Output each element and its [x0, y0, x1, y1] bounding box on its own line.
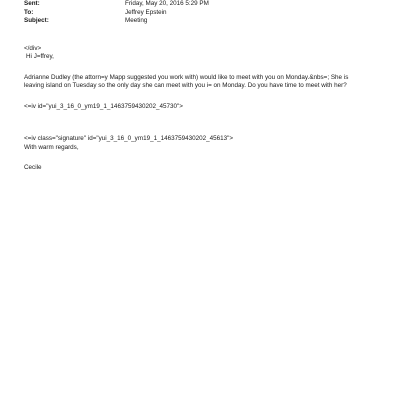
signature-div-tag: <=iv class="signature" id="yui_3_16_0_ym19_1_1463759430202_45613"> — [24, 135, 234, 143]
to-label: To: — [24, 8, 34, 16]
signature-name: Cecile — [24, 164, 42, 172]
greeting: Hi J=ffrey, — [26, 53, 54, 61]
div-id-tag: <=iv id="yui_3_16_0_ym19_1_1463759430202_45730"> — [24, 102, 183, 110]
sent-row — [24, 0, 384, 9]
div-close-tag: </div> — [24, 45, 42, 52]
to-row — [24, 9, 384, 18]
paragraph-line-1: Adrianne Dudley (the attorn=y Mapp suggested you work with) would like to meet with you on Monday.&nbs=; She is — [24, 73, 349, 81]
email-body — [24, 45, 384, 173]
subject-label: Subject: — [24, 17, 49, 25]
sent-label: Sent: — [24, 0, 40, 7]
to-value: Jeffrey Epstein — [125, 8, 167, 16]
email-header — [24, 0, 384, 26]
subject-value: Meeting — [125, 17, 148, 25]
closing: With warm regards, — [24, 143, 79, 151]
paragraph-line-2: leaving island on Tuesday so the only day she can meet with you i= on Monday. Do you have time to meet with her? — [24, 82, 347, 90]
subject-row — [24, 17, 384, 26]
sent-value: Friday, May 20, 2016 5:29 PM — [125, 0, 209, 7]
